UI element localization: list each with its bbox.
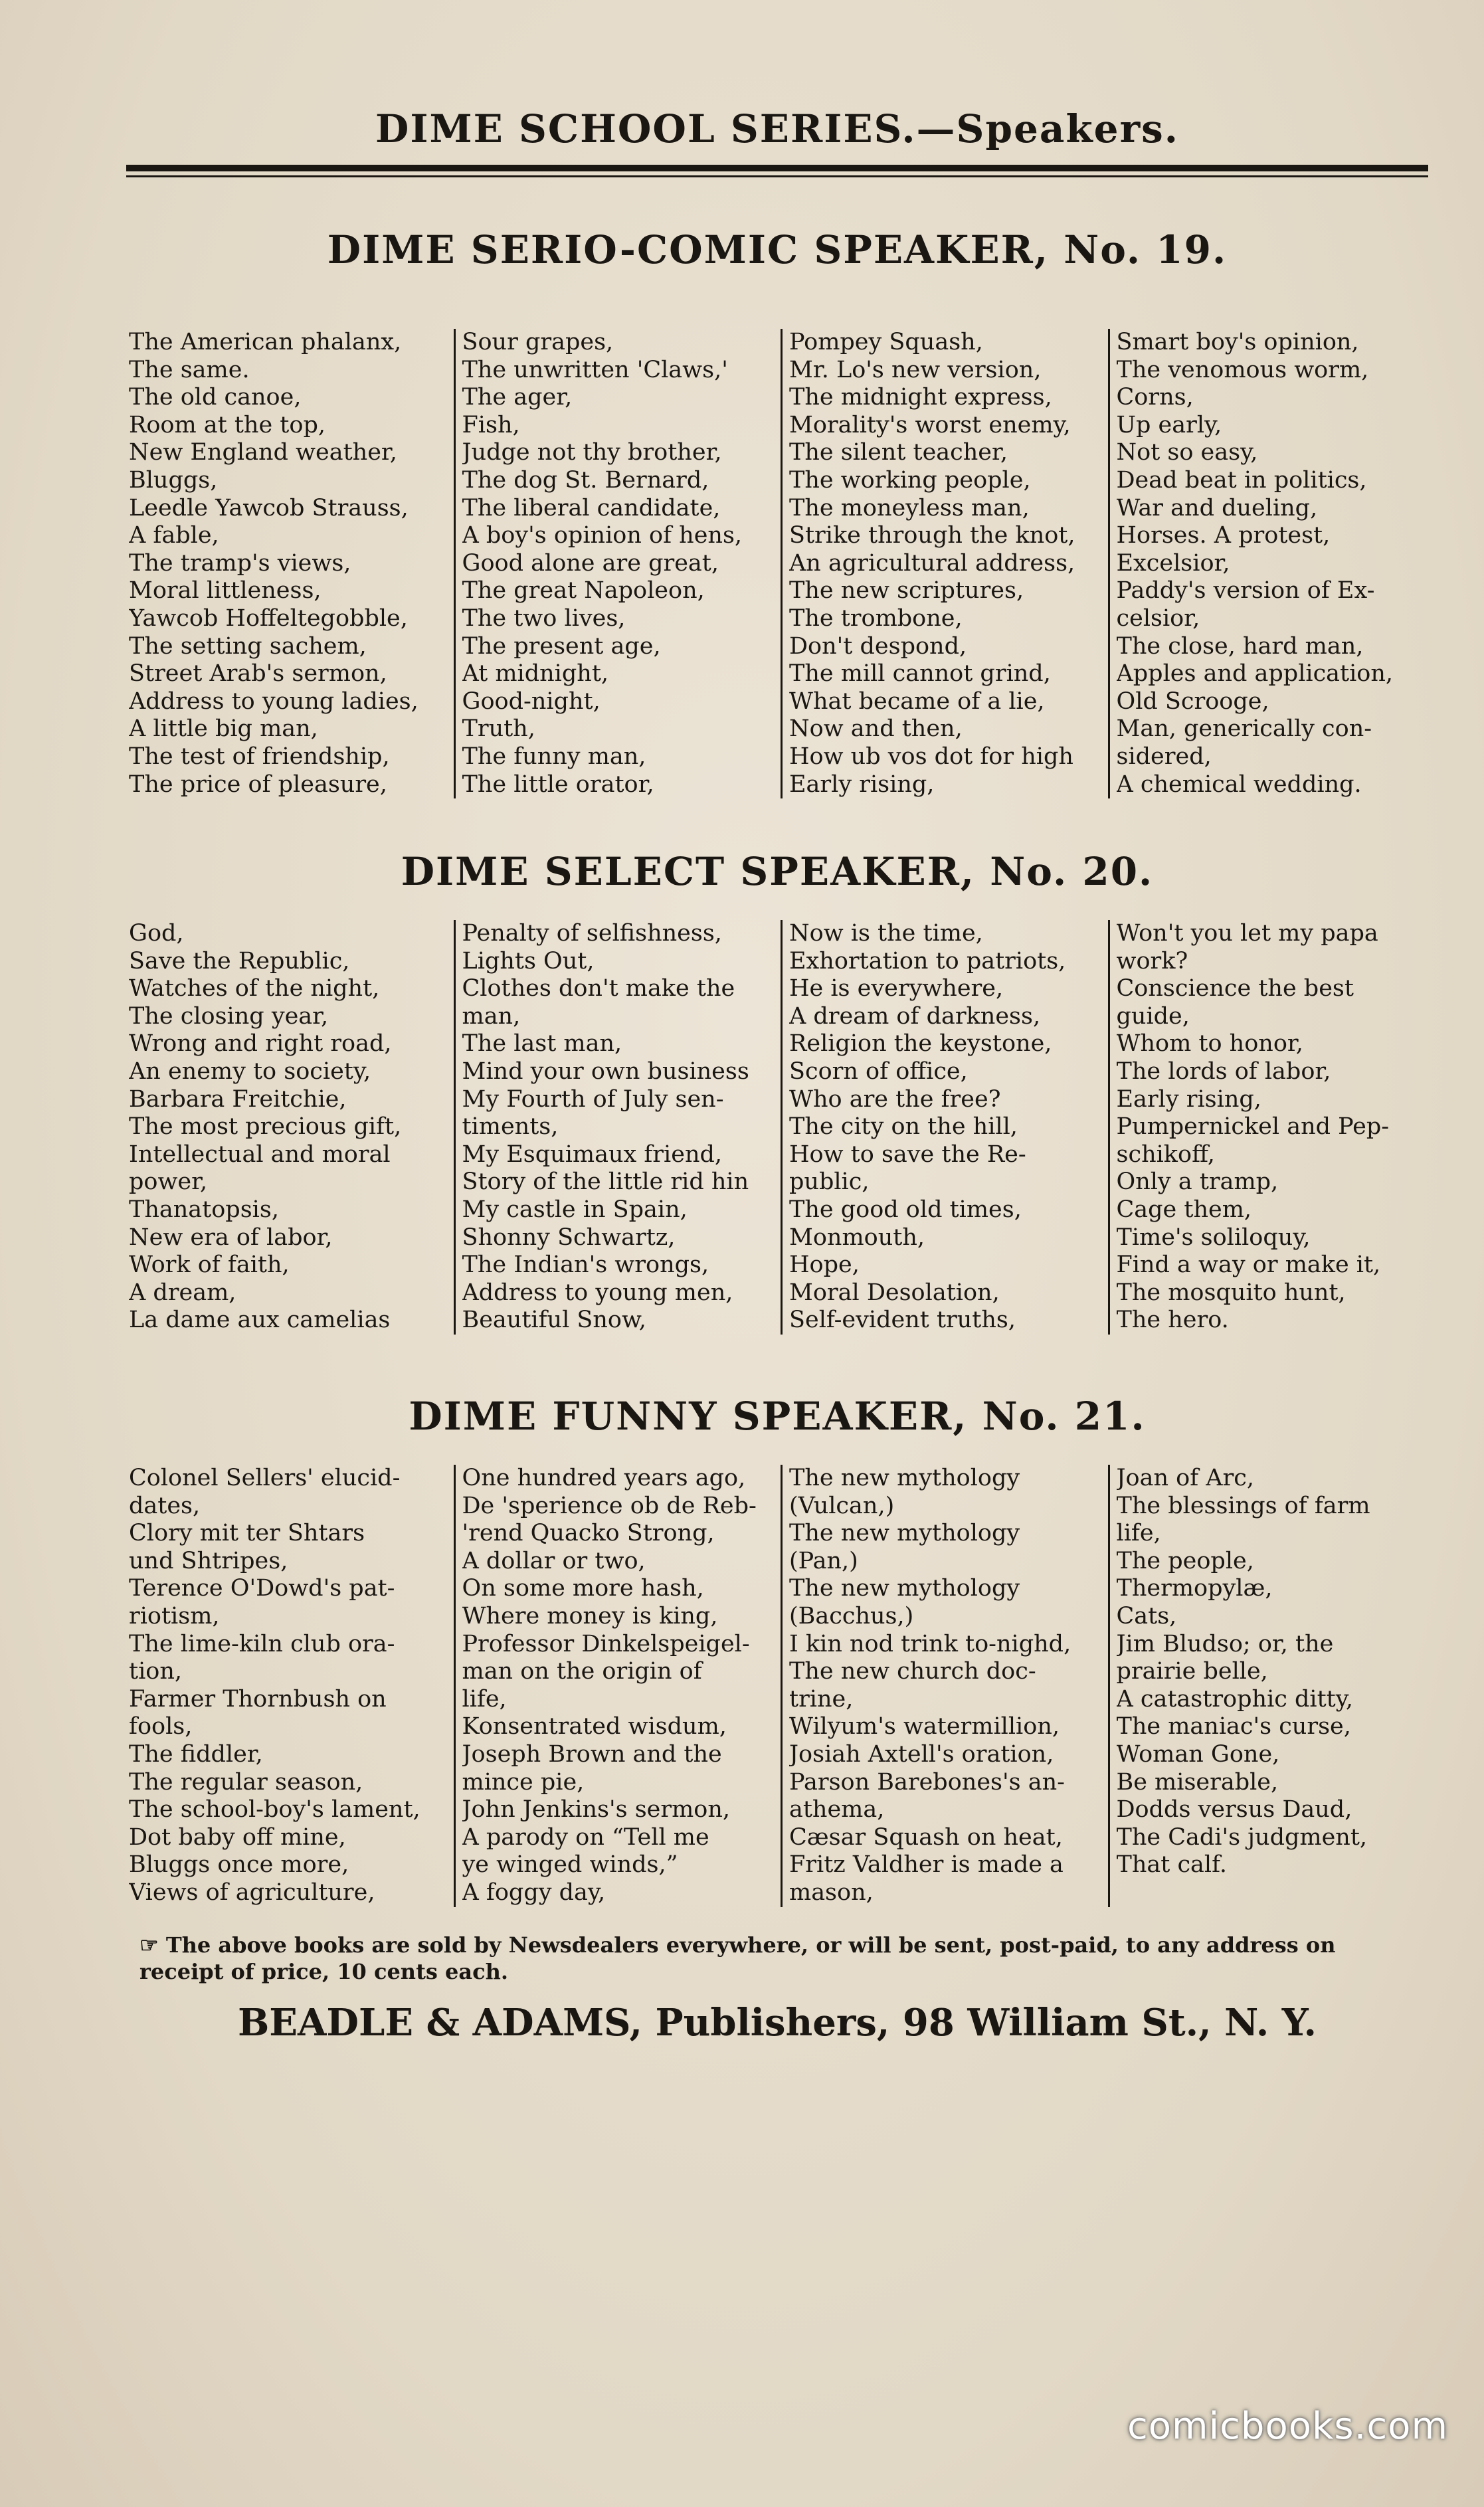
title-entry: Man, generically con- (1116, 715, 1372, 743)
title-entry: The city on the hill, (789, 1113, 1018, 1141)
title-entry: The hero. (1116, 1307, 1229, 1334)
title-entry: Penalty of selfishness, (462, 920, 722, 947)
title-entry: The lime-kiln club ora- (129, 1630, 395, 1657)
title-entry: The school-boy's lament, (129, 1796, 420, 1823)
title-entry: Truth, (462, 715, 535, 743)
title-entry: trine, (789, 1685, 854, 1713)
title-entry: Room at the top, (129, 411, 325, 438)
title-entry: The mill cannot grind, (789, 660, 1051, 688)
title-entry: Corns, (1116, 384, 1194, 411)
title-entry: Early rising, (789, 771, 935, 798)
title-entry: The silent teacher, (789, 439, 1008, 466)
title-entry: guide, (1116, 1002, 1190, 1030)
title-entry: The trombone, (789, 604, 963, 632)
title-entry: La dame aux camelias (129, 1307, 391, 1334)
title-entry: The fiddler, (129, 1740, 263, 1768)
title-entry: (Bacchus,) (789, 1602, 914, 1629)
title-entry: Work of faith, (129, 1252, 290, 1279)
title-entry: The working people, (789, 466, 1031, 494)
title-list-funny (126, 1465, 1435, 1907)
title-entry: Only a tramp, (1116, 1168, 1279, 1196)
title-entry: The tramp's views, (129, 549, 351, 577)
title-entry: sidered, (1116, 743, 1212, 770)
title-entry: New era of labor, (129, 1224, 333, 1251)
title-entry: The liberal candidate, (462, 494, 721, 521)
title-entry: My Esquimaux friend, (462, 1141, 723, 1168)
title-entry: The moneyless man, (789, 494, 1030, 521)
title-entry: Intellectual and moral (129, 1141, 391, 1168)
title-entry: Colonel Sellers' elucid- (129, 1465, 401, 1491)
title-entry: My Fourth of July sen- (462, 1085, 724, 1113)
running-title: DIME SCHOOL SERIES.—Speakers. (375, 106, 1179, 151)
title-column (1108, 920, 1436, 1335)
title-entry: (Pan,) (789, 1547, 858, 1574)
title-entry: Horses. A protest, (1116, 522, 1331, 549)
title-entry: Morality's worst enemy, (789, 411, 1071, 438)
title-entry: Mind your own business (462, 1058, 749, 1085)
title-entry: A catastrophic ditty, (1116, 1685, 1353, 1713)
title-entry: Shonny Schwartz, (462, 1224, 676, 1251)
title-entry: The Cadi's judgment, (1116, 1823, 1368, 1851)
title-entry: Farmer Thornbush on (129, 1685, 387, 1713)
title-entry: At midnight, (462, 660, 609, 688)
title-entry: Views of agriculture, (129, 1879, 375, 1906)
title-entry: Monmouth, (789, 1224, 925, 1251)
title-entry: Find a way or make it, (1116, 1252, 1381, 1279)
title-entry: Moral littleness, (129, 577, 322, 604)
title-entry: Parson Barebones's an- (789, 1768, 1065, 1796)
title-entry: The same. (129, 356, 250, 383)
title-entry: Fish, (462, 411, 520, 438)
title-list-serio-comic (126, 329, 1435, 798)
title-entry: The lords of labor, (1116, 1058, 1331, 1085)
title-entry: The venomous worm, (1116, 356, 1369, 383)
title-entry: Thermopylæ, (1116, 1575, 1273, 1602)
title-entry: Pompey Squash, (789, 329, 983, 355)
title-entry: Be miserable, (1116, 1768, 1279, 1796)
title-entry: God, (129, 920, 184, 947)
title-entry: Clothes don't make the (462, 975, 735, 1002)
title-entry: Won't you let my papa (1116, 920, 1378, 947)
title-entry: The new scriptures, (789, 577, 1024, 604)
site-watermark: comicbooks.com (1127, 2405, 1448, 2448)
title-entry: The ager, (462, 384, 573, 411)
title-entry: Leedle Yawcob Strauss, (129, 494, 409, 521)
title-entry: Fritz Valdher is made a (789, 1851, 1064, 1879)
title-entry: What became of a lie, (789, 688, 1045, 715)
title-entry: Cæsar Squash on heat, (789, 1823, 1063, 1851)
title-entry: A chemical wedding. (1116, 771, 1362, 798)
title-entry: John Jenkins's sermon, (462, 1796, 731, 1823)
title-entry: life, (462, 1685, 507, 1713)
title-column (781, 1465, 1108, 1907)
title-entry: Old Scrooge, (1116, 688, 1269, 715)
section-title-serio-comic: DIME SERIO-COMIC SPEAKER, No. 19. (327, 227, 1228, 272)
title-entry: Yawcob Hoffeltegobble, (129, 604, 408, 632)
title-entry: A dollar or two, (462, 1547, 646, 1574)
title-entry: The American phalanx, (129, 329, 402, 355)
title-column (1108, 1465, 1436, 1907)
title-entry: Sour grapes, (462, 329, 614, 355)
title-entry: athema, (789, 1796, 885, 1823)
title-entry: Save the Republic, (129, 947, 350, 975)
title-entry: The mosquito hunt, (1116, 1279, 1346, 1306)
title-entry: riotism, (129, 1602, 220, 1629)
title-entry: Exhortation to patriots, (789, 947, 1066, 975)
title-entry: Josiah Axtell's oration, (789, 1740, 1054, 1768)
title-column (126, 1465, 454, 1907)
title-list-select (126, 920, 1435, 1335)
title-entry: Thanatopsis, (129, 1196, 279, 1223)
title-entry: A parody on “Tell me (462, 1823, 709, 1851)
title-entry: The setting sachem, (129, 632, 367, 660)
title-entry: (Vulcan,) (789, 1492, 895, 1519)
title-entry: Woman Gone, (1116, 1740, 1280, 1768)
title-entry: mince pie, (462, 1768, 585, 1796)
title-entry: mason, (789, 1879, 874, 1906)
title-entry: Hope, (789, 1252, 860, 1279)
title-column (126, 329, 454, 798)
title-entry: The maniac's curse, (1116, 1713, 1351, 1740)
title-entry: schikoff, (1116, 1141, 1215, 1168)
title-entry: 'rend Quacko Strong, (462, 1520, 715, 1547)
title-entry: man, (462, 1002, 521, 1030)
title-column (454, 920, 781, 1335)
title-entry: The new mythology (789, 1465, 1020, 1491)
title-entry: Excelsior, (1116, 549, 1230, 577)
title-entry: The funny man, (462, 743, 646, 770)
title-entry: How to save the Re- (789, 1141, 1026, 1168)
title-entry: Good alone are great, (462, 549, 719, 577)
title-entry: The close, hard man, (1116, 632, 1364, 660)
title-column (454, 329, 781, 798)
title-entry: The regular season, (129, 1768, 363, 1796)
title-entry: The people, (1116, 1547, 1254, 1574)
title-entry: On some more hash, (462, 1575, 704, 1602)
title-entry: Self-evident truths, (789, 1307, 1016, 1334)
title-entry: Professor Dinkelspeigel- (462, 1630, 750, 1657)
title-entry: A foggy day, (462, 1879, 606, 1906)
title-entry: The new church doc- (789, 1658, 1036, 1685)
title-entry: The unwritten 'Claws,' (462, 356, 728, 383)
title-entry: An agricultural address, (789, 549, 1075, 577)
title-entry: Who are the free? (789, 1085, 1001, 1113)
title-entry: Lights Out, (462, 947, 595, 975)
title-entry: Bluggs, (129, 466, 218, 494)
title-entry: Strike through the knot, (789, 522, 1075, 549)
title-column (454, 1465, 781, 1907)
title-entry: The closing year, (129, 1002, 329, 1030)
section-title-funny: DIME FUNNY SPEAKER, No. 21. (409, 1394, 1146, 1439)
title-entry: Good-night, (462, 688, 601, 715)
title-entry: The test of friendship, (129, 743, 390, 770)
title-column (1108, 329, 1436, 798)
title-entry: prairie belle, (1116, 1658, 1268, 1685)
title-entry: The good old times, (789, 1196, 1022, 1223)
title-entry: fools, (129, 1713, 193, 1740)
title-entry: und Shtripes, (129, 1547, 288, 1574)
title-entry: Wilyum's watermillion, (789, 1713, 1060, 1740)
title-entry: Clory mit ter Shtars (129, 1520, 365, 1547)
title-entry: Scorn of office, (789, 1058, 968, 1085)
title-entry: The present age, (462, 632, 661, 660)
title-entry: Street Arab's sermon, (129, 660, 387, 688)
title-entry: That calf. (1116, 1851, 1227, 1879)
availability-notice: ☞ The above books are sold by Newsdealers everywhere, or will be sent, post-paid, to any address on receipt of price, 10 cents each. (139, 1932, 1336, 1984)
title-entry: dates, (129, 1492, 201, 1519)
title-entry: The price of pleasure, (129, 771, 387, 798)
title-entry: The last man, (462, 1030, 622, 1058)
title-entry: De 'sperience ob de Reb- (462, 1492, 757, 1519)
title-entry: life, (1116, 1520, 1161, 1547)
title-entry: Judge not thy brother, (462, 439, 722, 466)
title-entry: He is everywhere, (789, 975, 1004, 1002)
title-entry: New England weather, (129, 439, 397, 466)
title-entry: Cats, (1116, 1602, 1177, 1629)
title-entry: The dog St. Bernard, (462, 466, 709, 494)
title-entry: Early rising, (1116, 1085, 1261, 1113)
title-entry: Story of the little rid hin (462, 1168, 749, 1196)
title-entry: The little orator, (462, 771, 654, 798)
title-entry: An enemy to society, (129, 1058, 371, 1085)
title-entry: celsior, (1116, 604, 1200, 632)
title-column (781, 920, 1108, 1335)
title-column (781, 329, 1108, 798)
publisher-imprint: BEADLE & ADAMS, Publishers, 98 William St., N. Y. (237, 2001, 1317, 2045)
title-column (126, 920, 454, 1335)
title-entry: The most precious gift, (129, 1113, 402, 1141)
title-entry: A boy's opinion of hens, (462, 522, 743, 549)
title-entry: A little big man, (129, 715, 318, 743)
title-entry: Watches of the night, (129, 975, 380, 1002)
title-entry: work? (1116, 947, 1188, 975)
title-entry: ye winged winds,” (462, 1851, 678, 1879)
title-entry: My castle in Spain, (462, 1196, 688, 1223)
title-entry: Konsentrated wisdum, (462, 1713, 727, 1740)
title-entry: Apples and application, (1116, 660, 1394, 688)
header-rule-thin (126, 175, 1428, 177)
title-entry: Dead beat in politics, (1116, 466, 1367, 494)
title-entry: Wrong and right road, (129, 1030, 392, 1058)
title-entry: Barbara Freitchie, (129, 1085, 347, 1113)
title-entry: The new mythology (789, 1520, 1020, 1547)
title-entry: The great Napoleon, (462, 577, 705, 604)
title-entry: Now is the time, (789, 920, 983, 947)
title-entry: Conscience the best (1116, 975, 1354, 1002)
title-entry: Up early, (1116, 411, 1222, 438)
title-entry: power, (129, 1168, 208, 1196)
title-entry: A fable, (129, 522, 219, 549)
title-entry: public, (789, 1168, 870, 1196)
title-entry: A dream, (129, 1279, 236, 1306)
title-entry: I kin nod trink to-nighd, (789, 1630, 1071, 1657)
title-entry: The new mythology (789, 1575, 1020, 1602)
title-entry: Don't despond, (789, 632, 967, 660)
title-entry: timents, (462, 1113, 559, 1141)
title-entry: A dream of darkness, (789, 1002, 1041, 1030)
title-entry: The midnight express, (789, 384, 1052, 411)
title-entry: tion, (129, 1658, 182, 1685)
title-entry: Moral Desolation, (789, 1279, 1000, 1306)
title-entry: Jim Bludso; or, the (1116, 1630, 1334, 1657)
title-entry: Bluggs once more, (129, 1851, 349, 1879)
title-entry: Terence O'Dowd's pat- (129, 1575, 395, 1602)
title-entry: Mr. Lo's new version, (789, 356, 1042, 383)
title-entry: Smart boy's opinion, (1116, 329, 1359, 355)
title-entry: How ub vos dot for high (789, 743, 1073, 770)
title-entry: Now and then, (789, 715, 963, 743)
title-entry: Whom to honor, (1116, 1030, 1303, 1058)
title-entry: Dot baby off mine, (129, 1823, 346, 1851)
title-entry: The old canoe, (129, 384, 302, 411)
title-entry: Time's soliloquy, (1116, 1224, 1311, 1251)
header-rule-thick (126, 165, 1428, 171)
title-entry: Not so easy, (1116, 439, 1258, 466)
title-entry: Joseph Brown and the (462, 1740, 722, 1768)
title-entry: Paddy's version of Ex- (1116, 577, 1375, 604)
title-entry: man on the origin of (462, 1658, 702, 1685)
section-title-select: DIME SELECT SPEAKER, No. 20. (401, 849, 1154, 894)
title-entry: The two lives, (462, 604, 626, 632)
title-entry: One hundred years ago, (462, 1465, 746, 1491)
title-entry: Dodds versus Daud, (1116, 1796, 1352, 1823)
title-entry: Pumpernickel and Pep- (1116, 1113, 1390, 1141)
title-entry: The blessings of farm (1116, 1492, 1370, 1519)
title-entry: Beautiful Snow, (462, 1307, 646, 1334)
title-entry: Where money is king, (462, 1602, 718, 1629)
title-entry: Joan of Arc, (1116, 1465, 1255, 1491)
title-entry: Cage them, (1116, 1196, 1252, 1223)
title-entry: Address to young ladies, (129, 688, 418, 715)
title-entry: Address to young men, (462, 1279, 733, 1306)
title-entry: War and dueling, (1116, 494, 1318, 521)
title-entry: Religion the keystone, (789, 1030, 1052, 1058)
title-entry: The Indian's wrongs, (462, 1252, 709, 1279)
